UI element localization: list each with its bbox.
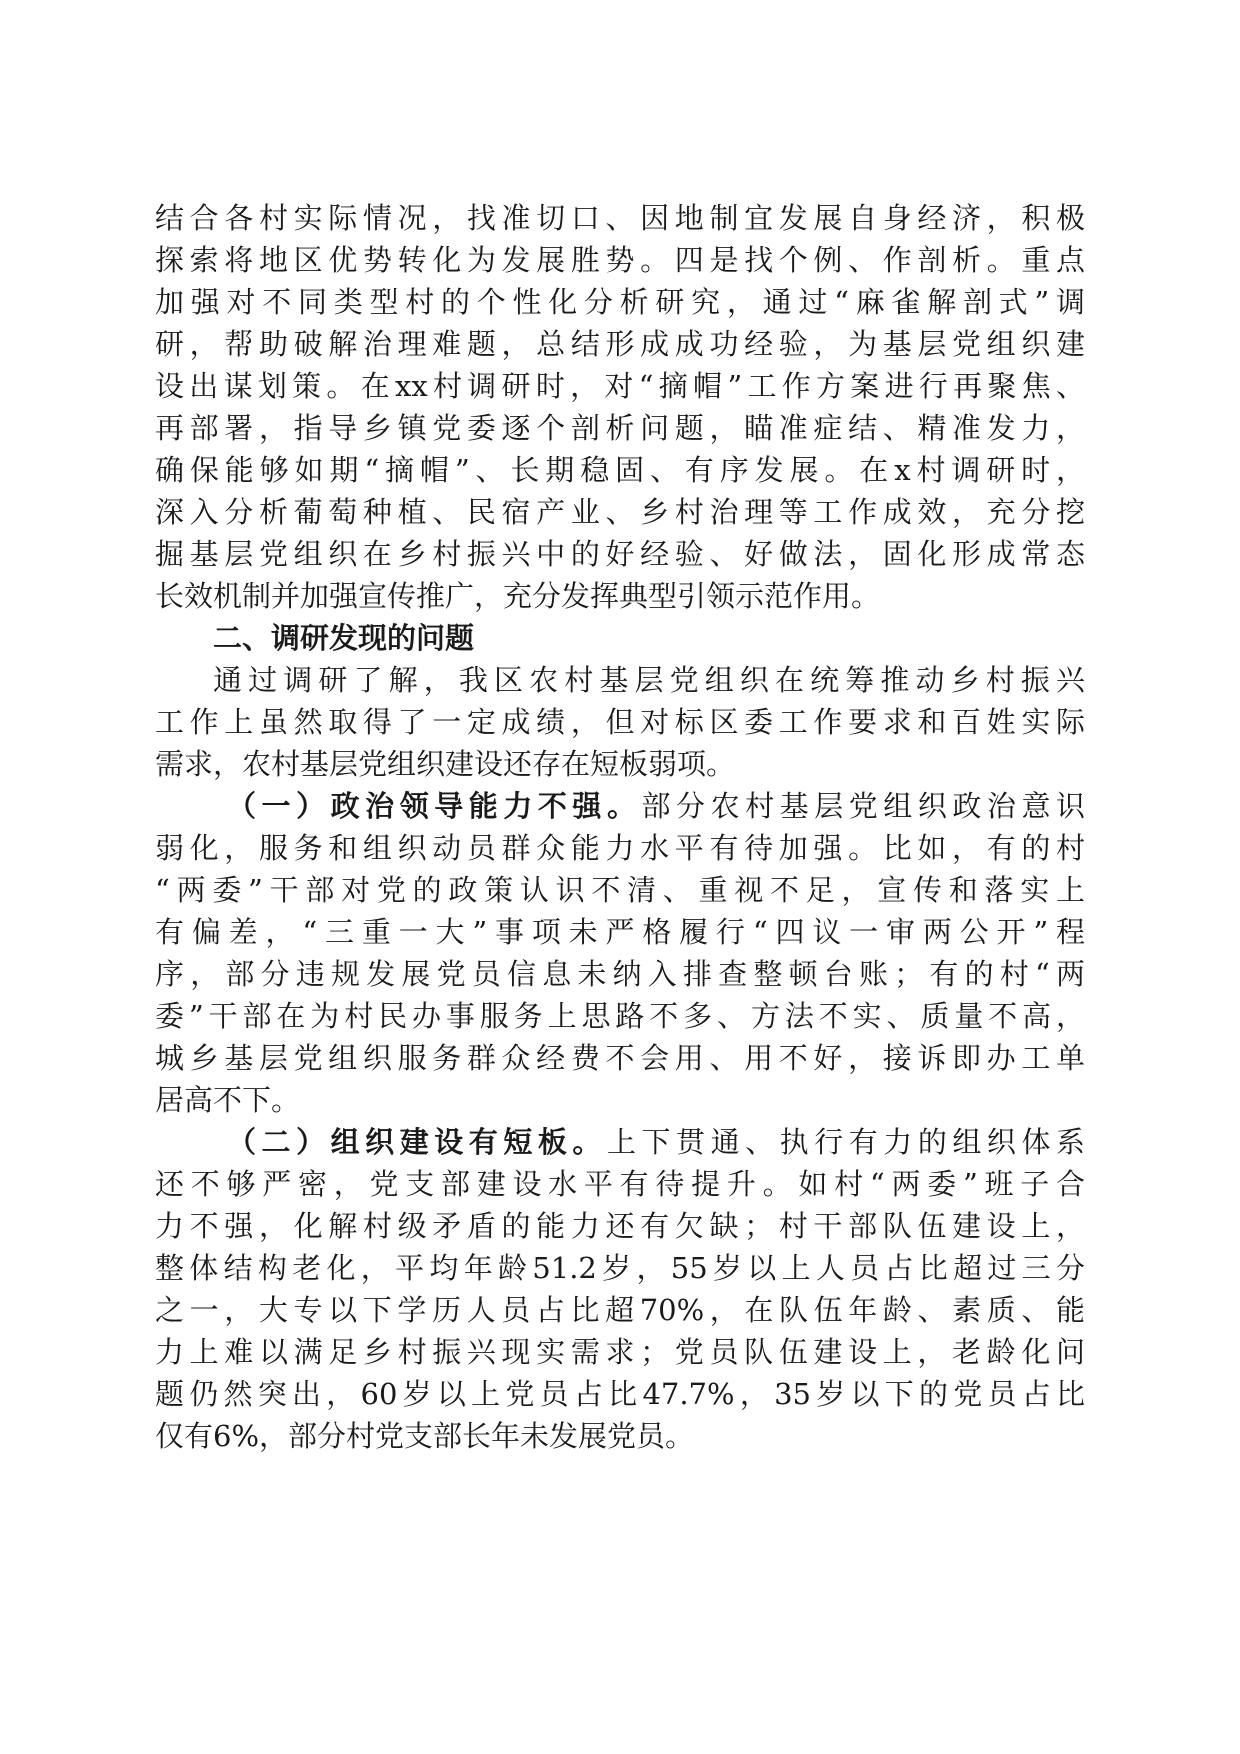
text-line: 需求，农村基层党组织建设还存在短板弱项。: [155, 747, 736, 781]
text-line: 力上难以满足乡村振兴现实需求；党员队伍建设上，老龄化问: [155, 1335, 1085, 1369]
text-line: 还不够严密，党支部建设水平有待提升。如村“两委”班子合: [155, 1167, 1085, 1201]
text-line: 有偏差，“三重一大”事项未严格履行“四议一审两公开”程: [155, 915, 1085, 949]
text-line: 加强对不同类型村的个性化分析研究，通过“麻雀解剖式”调: [155, 285, 1085, 319]
section-heading: 二、调研发现的问题: [213, 621, 475, 655]
text-line: 掘基层党组织在乡村振兴中的好经验、好做法，固化形成常态: [155, 537, 1085, 571]
text-line: 通过调研了解，我区农村基层党组织在统筹推动乡村振兴: [213, 663, 1085, 697]
text-line: 题仍然突出，60岁以上党员占比47.7%，35岁以下的党员占比: [155, 1377, 1085, 1411]
text-line: 再部署，指导乡镇党委逐个剖析问题，瞄准症结、精准发力，: [155, 411, 1085, 445]
paragraph-2: [155, 659, 1085, 785]
text-line: 委”干部在为村民办事服务上思路不多、方法不实、质量不高，: [155, 999, 1085, 1033]
text-line: 仅有6%，部分村党支部长年未发展党员。: [155, 1419, 695, 1453]
text-line: 深入分析葡萄种植、民宿产业、乡村治理等工作成效，充分挖: [155, 495, 1085, 529]
text-run: 部分农村基层党组织政治意识: [641, 789, 1085, 823]
text-line: 结合各村实际情况，找准切口、因地制宜发展自身经济，积极: [155, 201, 1085, 235]
text-line: “两委”干部对党的政策认识不清、重视不足，宣传和落实上: [155, 873, 1085, 907]
text-line: 确保能够如期“摘帽”、长期稳固、有序发展。在x村调研时，: [155, 453, 1085, 487]
text-line: 力不强，化解村级矛盾的能力还有欠缺；村干部队伍建设上，: [155, 1209, 1085, 1243]
text-run: 上下贯通、执行有力的组织体系: [606, 1125, 1085, 1159]
text-line: 居高不下。: [155, 1083, 301, 1117]
paragraph-1: [155, 197, 1085, 617]
text-line: 之一，大专以下学历人员占比超70%，在队伍年龄、素质、能: [155, 1293, 1085, 1327]
text-line: 研，帮助破解治理难题，总结形成成功经验，为基层党组织建: [155, 327, 1085, 361]
section-2: [155, 1121, 1085, 1457]
document-body: [155, 197, 1085, 1457]
text-line: 城乡基层党组织服务群众经费不会用、用不好，接诉即办工单: [155, 1041, 1085, 1075]
text-line: 弱化，服务和组织动员群众能力水平有待加强。比如，有的村: [155, 831, 1085, 865]
section-1: [155, 785, 1085, 1121]
subsection-title: （一）政治领导能力不强。: [227, 789, 642, 823]
text-line: 整体结构老化，平均年龄51.2岁，55岁以上人员占比超过三分: [155, 1251, 1085, 1285]
text-line: 长效机制并加强宣传推广，充分发挥典型引领示范作用。: [155, 579, 881, 613]
text-line: 序，部分违规发展党员信息未纳入排查整顿台账；有的村“两: [155, 957, 1085, 991]
text-line: 设出谋划策。在xx村调研时，对“摘帽”工作方案进行再聚焦、: [155, 369, 1085, 403]
subsection-title: （二）组织建设有短板。: [227, 1125, 607, 1159]
text-line: [155, 1121, 1085, 1163]
text-line: 探索将地区优势转化为发展胜势。四是找个例、作剖析。重点: [155, 243, 1085, 277]
text-line: 工作上虽然取得了一定成绩，但对标区委工作要求和百姓实际: [155, 705, 1085, 739]
text-line: [155, 785, 1085, 827]
